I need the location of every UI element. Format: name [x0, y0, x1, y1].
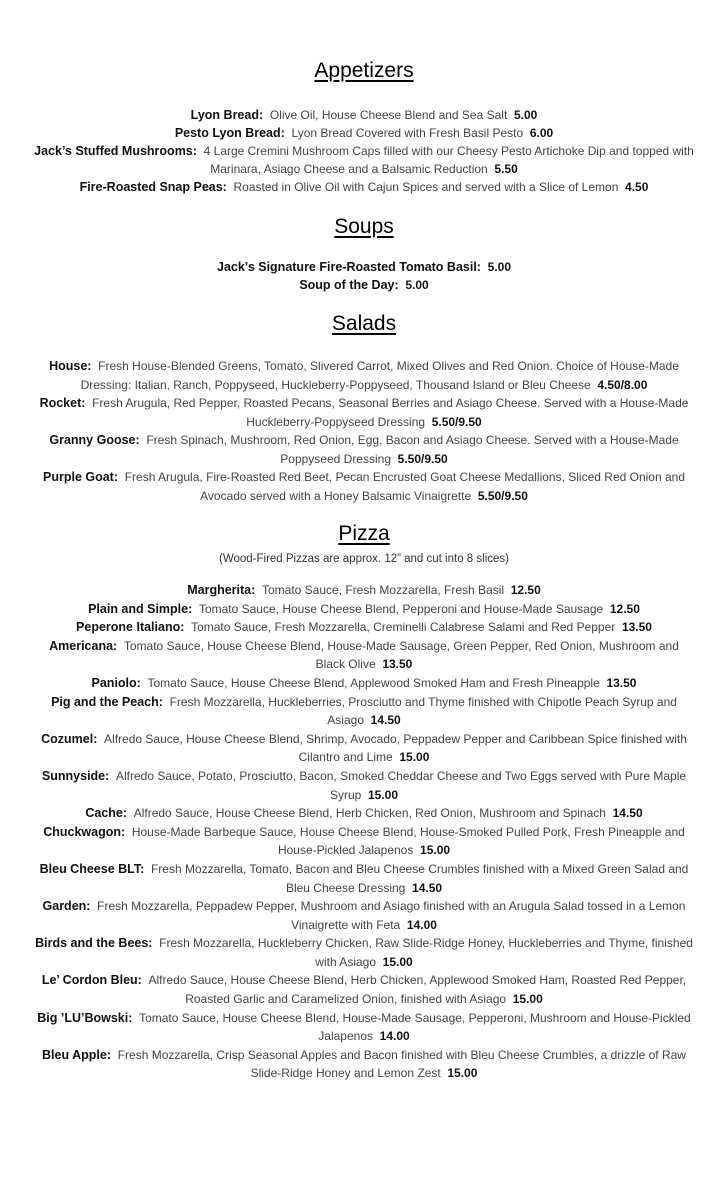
menu-item-description: Tomato Sauce, House Cheese Blend, Applewood Smoked Ham and Fresh Pineapple [147, 675, 600, 690]
menu-item-name: Le’ Cordon Bleu: [41, 973, 142, 988]
menu-item-description: Tomato Sauce, House Cheese Blend, Pepperoni and House-Made Sausage [198, 601, 604, 616]
menu-item-name: Purple Goat: [43, 470, 119, 484]
menu-item-name: Paniolo: [91, 675, 141, 690]
menu-item [34, 767, 694, 804]
menu-item-description: Alfredo Sauce, House Cheese Blend, Herb Chicken, Red Onion, Mushroom and Spinach [133, 806, 606, 821]
menu-item-description: Olive Oil, House Cheese Blend and Sea Salt [269, 108, 508, 122]
menu-item [34, 860, 694, 897]
menu-item-price: 4.50/8.00 [597, 377, 648, 392]
menu-item-description: Roasted in Olive Oil with Cajun Spices and served with a Slice of Lemon [233, 180, 619, 194]
salads-heading: Salads [331, 312, 397, 335]
menu-item-price: 5.50/9.50 [397, 451, 448, 466]
menu-item [34, 431, 694, 468]
menu-item [34, 804, 694, 823]
menu-item-name: Americana: [49, 638, 118, 653]
menu-item-price: 14.50 [370, 713, 401, 728]
menu-item-name: Sunnyside: [41, 768, 110, 783]
pizza-section [34, 521, 694, 1083]
menu-item-price: 15.00 [368, 787, 399, 802]
menu-item [34, 897, 694, 934]
menu-item [34, 600, 694, 619]
menu-item-price: 5.50 [494, 162, 518, 176]
menu-item-price: 5.50/9.50 [431, 414, 482, 429]
menu-item-name: Jack’s Stuffed Mushrooms: [34, 144, 197, 158]
menu-item-price: 14.00 [406, 917, 437, 932]
menu-item-description: 4 Large Cremini Mushroom Caps filled with our Cheesy Pesto Artichoke Dip and topped with Marinara, Asiago Cheese and a Balsamic Reduction [203, 144, 694, 176]
menu-item-description: Tomato Sauce, Fresh Mozzarella, Creminelli Calabrese Salami and Red Pepper [191, 620, 616, 635]
menu-item [34, 674, 694, 693]
menu-item [34, 823, 694, 860]
menu-item-description: Fresh Spinach, Mushroom, Red Onion, Egg, Bacon and Asiago Cheese. Served with a House-Made Poppyseed Dressing [146, 433, 679, 466]
salads-list [34, 357, 694, 505]
menu-item-name: Granny Goose: [49, 433, 140, 447]
menu-item-price: 13.50 [606, 675, 637, 690]
menu-item [34, 394, 694, 431]
menu-item [34, 258, 694, 276]
menu-item-name: Pig and the Peach: [51, 694, 163, 709]
menu-item-description: Fresh Mozzarella, Crisp Seasonal Apples and Bacon finished with Bleu Cheese Crumbles, a drizzle of Raw Slide-Ridge Honey and Lemon Zest [117, 1047, 686, 1081]
menu-item-price: 5.00 [487, 260, 511, 274]
menu-item-name: Garden: [42, 899, 91, 914]
menu-item-description: Fresh Mozzarella, Peppadew Pepper, Mushroom and Asiago finished with an Arugula Salad tossed in a Lemon Vinaigrette with Feta [97, 899, 686, 932]
menu-item-price: 4.50 [625, 180, 649, 194]
menu-item [34, 934, 694, 971]
menu-item [34, 124, 694, 142]
menu-item-name: Chuckwagon: [43, 824, 126, 839]
menu-item-description: Tomato Sauce, Fresh Mozzarella, Fresh Basil [261, 583, 505, 597]
menu-item [34, 357, 694, 394]
menu-item [34, 106, 694, 124]
menu-item-name: Bleu Cheese BLT: [39, 861, 145, 876]
menu-item-name: Bleu Apple: [42, 1047, 112, 1062]
menu-item [34, 693, 694, 730]
menu-item-price: 15.00 [447, 1066, 478, 1081]
menu-item-price: 15.00 [420, 843, 451, 858]
menu-item-price: 6.00 [529, 126, 554, 140]
menu-item-price: 15.00 [399, 750, 430, 765]
menu-item-price: 5.50/9.50 [477, 488, 528, 503]
menu-item [34, 178, 694, 196]
menu-item-name: House: [49, 359, 92, 373]
soups-section [34, 214, 694, 294]
menu-item-price: 14.50 [412, 880, 443, 895]
menu-item-description: Fresh Arugula, Red Pepper, Roasted Pecans, Seasonal Berries and Asiago Cheese. Served with a House-Made Huckleberry-Poppyseed Dressing [92, 396, 689, 429]
menu-item [34, 142, 694, 178]
menu-item-description: Alfredo Sauce, House Cheese Blend, Herb Chicken, Applewood Smoked Ham, Roasted Red Pepper, Roasted Garlic and Caramelized Onion, finished with Asiago [148, 973, 687, 1007]
menu-item-description: Lyon Bread Covered with Fresh Basil Pesto [291, 126, 524, 140]
menu-item-price: 5.00 [513, 108, 538, 122]
menu-item-name: Jack’s Signature Fire-Roasted Tomato Basil: [217, 260, 481, 274]
menu-item-description: Tomato Sauce, House Cheese Blend, House-Made Sausage, Pepperoni, Mushroom and House-Pickled Jalapenos [139, 1010, 691, 1044]
salads-section [34, 311, 694, 505]
menu-item-description: Fresh Mozzarella, Huckleberry Chicken, Raw Slide-Ridge Honey, Huckleberries and Thyme, finished with Asiago [159, 936, 693, 969]
menu-item-name: Margherita: [187, 583, 256, 597]
menu-item-price: 15.00 [382, 954, 413, 969]
menu-item [34, 637, 694, 674]
menu-item [34, 618, 694, 637]
menu-item-name: Cozumel: [41, 731, 98, 746]
menu-item-name: Plain and Simple: [88, 601, 193, 616]
menu-item [34, 730, 694, 767]
soups-list [34, 258, 694, 294]
menu-item [34, 276, 694, 294]
menu-item [34, 581, 694, 600]
menu-item-name: Peperone Italiano: [76, 620, 185, 635]
menu-item-price: 13.50 [621, 620, 652, 635]
menu-item-description: Fresh Mozzarella, Huckleberries, Prosciutto and Thyme finished with Chipotle Peach Syrup and Asiago [169, 694, 677, 728]
appetizers-list [34, 106, 694, 196]
menu-item-price: 12.50 [510, 583, 541, 597]
menu-item-name: Fire-Roasted Snap Peas: [79, 180, 227, 194]
menu-item-name: Pesto Lyon Bread: [174, 126, 285, 140]
menu-item-price: 5.00 [405, 278, 429, 292]
menu-item-name: Birds and the Bees: [35, 936, 153, 951]
menu-item [34, 1046, 694, 1083]
menu-item [34, 468, 694, 505]
pizza-list [34, 581, 694, 1083]
pizza-size-note: (Wood-Fired Pizzas are approx. 12” and cut into 8 slices) [219, 553, 509, 565]
menu-item-description: Fresh Mozzarella, Tomato, Bacon and Bleu Cheese Crumbles finished with a Mixed Green Salad and Bleu Cheese Dressing [150, 861, 689, 895]
appetizers-heading: Appetizers [314, 59, 414, 82]
menu-item-price: 15.00 [512, 992, 543, 1007]
menu-item-description: Fresh Arugula, Fire-Roasted Red Beet, Pecan Encrusted Goat Cheese Medallions, Sliced Red Onion and Avocado served with a Honey Balsamic Vinaigrette [124, 470, 685, 503]
menu-item-description: Alfredo Sauce, House Cheese Blend, Shrimp, Avocado, Peppadew Pepper and Caribbean Spice finished with Cilantro and Lime [104, 731, 687, 765]
menu-item-price: 12.50 [609, 601, 640, 616]
menu-item-description: Tomato Sauce, House Cheese Blend, House-Made Sausage, Green Pepper, Red Onion, Mushroom and Black Olive [123, 638, 679, 672]
menu-item-name: Big ’LU’Bowski: [37, 1010, 133, 1025]
menu-item [34, 971, 694, 1008]
pizza-heading: Pizza [338, 522, 390, 545]
menu-item-description: Alfredo Sauce, Potato, Prosciutto, Bacon, Smoked Cheddar Cheese and Two Eggs served with Pure Maple Syrup [115, 768, 687, 802]
menu-item-price: 14.50 [612, 806, 643, 821]
menu-item-name: Rocket: [39, 396, 86, 410]
menu-item-name: Cache: [85, 806, 128, 821]
menu-item-description: Fresh House-Blended Greens, Tomato, Slivered Carrot, Mixed Olives and Red Onion. Choice of House-Made Dressing: Italian, Ranch, Poppyseed, Huckleberry-Poppyseed, Thousand Island or Bleu Cheese [80, 359, 679, 392]
menu-item-name: Soup of the Day: [299, 278, 399, 292]
menu-item-price: 14.00 [379, 1029, 410, 1044]
soups-heading: Soups [334, 215, 394, 238]
appetizers-section [34, 0, 694, 196]
menu-item [34, 1009, 694, 1046]
menu-item-name: Lyon Bread: [190, 108, 264, 122]
menu-item-price: 13.50 [382, 657, 413, 672]
menu-item-description: House-Made Barbeque Sauce, House Cheese Blend, House-Smoked Pulled Pork, Fresh Pineapple and House-Pickled Jalapenos [131, 824, 685, 858]
